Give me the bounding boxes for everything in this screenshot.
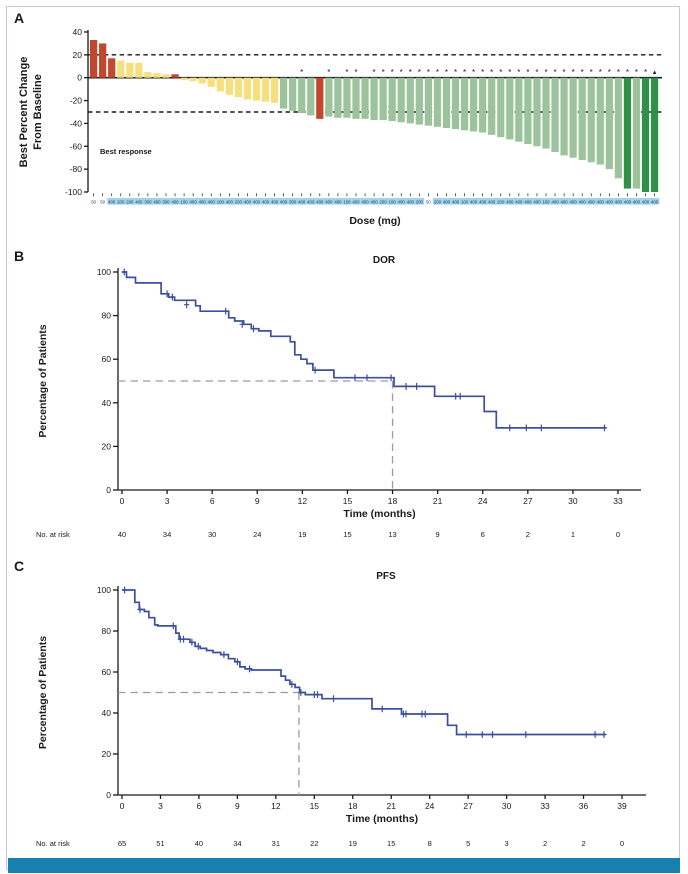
- dose-label: 200: [415, 199, 423, 205]
- censor-mark: [524, 424, 529, 431]
- confirmed-cr-triangle: ▲: [651, 70, 658, 77]
- waterfall-bar: [108, 58, 115, 77]
- y-tick-label: -40: [69, 118, 82, 129]
- waterfall-bar: [380, 78, 387, 120]
- censor-mark: [388, 374, 393, 381]
- confirmed-pr-asterisk: *: [535, 68, 539, 78]
- confirmed-pr-asterisk: *: [381, 68, 385, 78]
- dose-label: 200: [497, 199, 505, 205]
- dose-label: 200: [126, 199, 134, 205]
- confirmed-pr-asterisk: *: [589, 68, 593, 78]
- dose-label: 400: [479, 199, 487, 205]
- censor-mark: [184, 301, 189, 308]
- dose-label: 400: [135, 199, 143, 205]
- no-at-risk-value: 40: [117, 530, 127, 539]
- dose-label: 200: [117, 199, 125, 205]
- x-tick-label: 3: [164, 496, 170, 506]
- waterfall-y-label: From Baseline: [32, 74, 44, 150]
- dose-label: 400: [316, 199, 324, 205]
- waterfall-bar: [334, 78, 341, 118]
- x-tick-label: 9: [235, 801, 240, 811]
- no-at-risk-value: 9: [435, 530, 440, 539]
- confirmed-pr-asterisk: *: [426, 68, 430, 78]
- waterfall-bar: [398, 78, 405, 123]
- no-at-risk-value: 0: [619, 839, 625, 848]
- censor-mark: [364, 374, 369, 381]
- dose-label: 400: [334, 199, 342, 205]
- waterfall-bar: [117, 61, 124, 78]
- censor-mark: [602, 424, 607, 431]
- waterfall-bar: [560, 78, 567, 156]
- x-tick-label: 30: [568, 496, 578, 506]
- y-tick-label: 20: [72, 49, 82, 60]
- waterfall-bar: [615, 78, 622, 179]
- dose-label: 400: [298, 199, 306, 205]
- waterfall-bar: [633, 78, 640, 189]
- waterfall-bar: [389, 78, 396, 121]
- x-tick-label: 15: [342, 496, 353, 506]
- no-at-risk-label: No. at risk: [36, 839, 70, 848]
- confirmed-pr-asterisk: *: [390, 68, 394, 78]
- waterfall-bar: [506, 78, 513, 140]
- confirmed-pr-asterisk: *: [562, 68, 566, 78]
- dose-label: 400: [198, 199, 206, 205]
- waterfall-bar: [343, 78, 350, 118]
- x-tick-label: 3: [158, 801, 163, 811]
- dose-label: 200: [379, 199, 387, 205]
- confirmed-pr-asterisk: *: [490, 68, 494, 78]
- y-tick-label: 60: [101, 354, 111, 365]
- dose-label: 400: [533, 199, 541, 205]
- waterfall-bar: [651, 78, 658, 192]
- y-tick-label: 0: [106, 485, 111, 495]
- dose-label: 400: [280, 199, 288, 205]
- dose-label: 400: [325, 199, 333, 205]
- censor-mark: [601, 731, 606, 738]
- censor-mark: [458, 393, 463, 400]
- confirmed-pr-asterisk: *: [508, 68, 512, 78]
- dose-label: 400: [569, 199, 577, 205]
- confirmed-pr-asterisk: *: [435, 68, 439, 78]
- panel-a-label: A: [14, 10, 25, 26]
- no-at-risk-value: 2: [525, 530, 530, 539]
- confirmed-pr-asterisk: *: [417, 68, 421, 78]
- y-tick-label: 80: [101, 626, 111, 636]
- dose-label: 100: [180, 199, 188, 205]
- confirmed-pr-asterisk: *: [444, 68, 449, 78]
- dose-label: 400: [370, 199, 378, 205]
- no-at-risk-value: 8: [427, 839, 432, 848]
- censor-mark: [403, 383, 408, 390]
- confirmed-pr-asterisk: *: [634, 68, 639, 78]
- censor-mark: [352, 374, 357, 381]
- y-tick-label: 40: [72, 27, 82, 37]
- waterfall-chart: [0, 0, 688, 245]
- km-title: DOR: [372, 255, 396, 266]
- km-curve: [122, 590, 605, 735]
- waterfall-bar: [262, 78, 269, 102]
- x-tick-label: 24: [477, 496, 488, 506]
- dose-label: 100: [343, 199, 351, 205]
- censor-mark: [403, 711, 408, 718]
- x-tick-label: 6: [196, 801, 202, 811]
- dor-km-chart: [0, 245, 688, 555]
- waterfall-bar: [208, 78, 215, 87]
- waterfall-bar: [190, 78, 197, 81]
- km-y-label: Percentage of Patients: [37, 635, 49, 750]
- x-tick-label: 18: [387, 496, 398, 506]
- dose-label: 300: [289, 199, 297, 205]
- dose-label: 400: [270, 199, 279, 205]
- y-tick-label: 80: [101, 310, 111, 321]
- waterfall-bar: [316, 78, 323, 119]
- x-tick-label: 33: [613, 496, 623, 506]
- waterfall-bar: [497, 78, 504, 137]
- x-tick-label: 36: [578, 801, 589, 811]
- waterfall-bar: [90, 40, 97, 78]
- no-at-risk-value: 22: [310, 839, 319, 848]
- no-at-risk-value: 6: [480, 530, 485, 539]
- y-tick-label: 40: [101, 397, 111, 408]
- dose-label: 100: [542, 199, 550, 205]
- confirmed-pr-asterisk: *: [354, 68, 358, 78]
- x-tick-label: 21: [386, 801, 396, 811]
- dose-label: 400: [352, 199, 360, 205]
- waterfall-bar: [524, 78, 531, 144]
- y-tick-label: -60: [69, 141, 82, 152]
- dose-label: 400: [153, 199, 161, 205]
- y-tick-label: 100: [96, 267, 111, 277]
- waterfall-bar: [533, 78, 540, 147]
- dose-label: 400: [442, 199, 451, 205]
- censor-mark: [480, 731, 485, 738]
- x-tick-label: 30: [501, 801, 512, 811]
- x-tick-label: 9: [254, 496, 260, 506]
- censor-mark: [507, 424, 512, 431]
- dose-label: 400: [189, 199, 197, 205]
- dose-label: 400: [108, 199, 116, 205]
- y-tick-label: 0: [106, 790, 111, 800]
- confirmed-pr-asterisk: *: [327, 68, 331, 78]
- waterfall-bar: [235, 78, 242, 97]
- x-tick-label: 6: [209, 496, 215, 506]
- no-at-risk-value: 2: [542, 839, 548, 848]
- waterfall-bar: [325, 78, 332, 117]
- y-tick-label: 40: [101, 708, 111, 718]
- km-x-label: Time (months): [343, 508, 416, 520]
- dose-label: 200: [234, 199, 242, 205]
- dose-label: 100: [216, 199, 224, 205]
- x-tick-label: 33: [540, 801, 550, 811]
- dose-label: 400: [225, 199, 233, 205]
- waterfall-legend: [100, 147, 280, 158]
- y-tick-label: 20: [101, 441, 111, 452]
- waterfall-bar: [470, 78, 477, 132]
- waterfall-bar: [126, 63, 133, 78]
- no-at-risk-value: 15: [387, 839, 396, 848]
- x-tick-label: 27: [523, 496, 533, 506]
- censor-mark: [414, 383, 419, 390]
- confirmed-pr-asterisk: *: [607, 68, 611, 78]
- waterfall-bar: [515, 78, 522, 142]
- panel-c-label: C: [14, 558, 25, 574]
- y-tick-label: -20: [69, 95, 82, 106]
- y-tick-label: 100: [96, 585, 111, 595]
- waterfall-bar: [434, 78, 441, 127]
- waterfall-bar: [298, 78, 305, 113]
- waterfall-bar: [144, 72, 151, 78]
- censor-mark: [315, 691, 320, 698]
- waterfall-bar: [135, 63, 142, 78]
- waterfall-bar: [606, 78, 613, 169]
- confirmed-pr-asterisk: *: [643, 68, 648, 78]
- dose-label: 400: [578, 199, 586, 205]
- y-tick-label: -80: [69, 164, 82, 175]
- waterfall-bar: [425, 78, 432, 126]
- waterfall-bar: [570, 78, 577, 158]
- dose-label: 400: [252, 199, 261, 205]
- no-at-risk-value: 19: [348, 839, 357, 848]
- censor-mark: [122, 587, 127, 594]
- censor-mark: [539, 424, 544, 431]
- dose-label: 200: [433, 199, 442, 205]
- no-at-risk-value: 3: [504, 839, 509, 848]
- confirmed-pr-asterisk: *: [408, 68, 412, 78]
- waterfall-bar: [180, 78, 187, 80]
- km-title: PFS: [376, 571, 396, 582]
- no-at-risk-value: 19: [298, 530, 307, 539]
- waterfall-bar: [370, 78, 377, 120]
- waterfall-bar: [461, 78, 468, 131]
- x-tick-label: 24: [424, 801, 435, 811]
- x-tick-label: 15: [309, 801, 320, 811]
- waterfall-x-label: Dose (mg): [349, 215, 401, 227]
- dose-label: 400: [307, 199, 315, 205]
- confirmed-pr-asterisk: *: [472, 68, 476, 78]
- no-at-risk-value: 34: [162, 530, 172, 539]
- dose-label: 50: [425, 199, 431, 205]
- dose-label: 400: [515, 199, 523, 205]
- dose-label: 400: [623, 199, 632, 205]
- x-tick-label: 12: [297, 496, 308, 506]
- confirmed-pr-asterisk: *: [463, 68, 467, 78]
- no-at-risk-value: 15: [343, 530, 352, 539]
- dose-label: 400: [207, 199, 215, 205]
- confirmed-pr-asterisk: *: [372, 68, 376, 78]
- waterfall-bar: [407, 78, 414, 124]
- dose-label: 400: [641, 199, 650, 205]
- waterfall-bar: [551, 78, 558, 152]
- dose-label: 400: [261, 199, 270, 205]
- waterfall-bar: [416, 78, 423, 125]
- dose-label: 400: [506, 199, 514, 205]
- waterfall-bar: [642, 78, 649, 192]
- confirmed-pr-asterisk: *: [598, 68, 602, 78]
- dose-label: 50: [91, 199, 97, 205]
- y-tick-label: 20: [101, 749, 111, 759]
- panel-b-label: B: [14, 248, 25, 264]
- dose-label: 300: [144, 199, 152, 205]
- waterfall-bar: [443, 78, 450, 128]
- no-at-risk-value: 30: [208, 530, 217, 539]
- no-at-risk-label: No. at risk: [36, 530, 70, 539]
- waterfall-bar: [452, 78, 459, 129]
- censor-mark: [331, 695, 336, 702]
- waterfall-bar: [579, 78, 586, 160]
- confirmed-pr-asterisk: *: [616, 68, 620, 78]
- confirmed-pr-asterisk: *: [553, 68, 557, 78]
- dose-label: 400: [451, 199, 460, 205]
- km-x-label: Time (months): [345, 813, 419, 825]
- dose-label: 400: [171, 199, 179, 205]
- waterfall-bar: [217, 78, 224, 92]
- dose-label: 50: [100, 199, 106, 205]
- dose-label: 400: [650, 199, 659, 205]
- no-at-risk-value: 5: [466, 839, 471, 848]
- censor-mark: [223, 308, 228, 315]
- dose-label: 400: [361, 199, 369, 205]
- x-tick-label: 21: [432, 496, 443, 506]
- censor-mark: [423, 711, 428, 718]
- dose-label: 400: [397, 199, 405, 205]
- censor-mark: [247, 666, 252, 673]
- waterfall-bar: [307, 78, 314, 116]
- waterfall-bar: [542, 78, 549, 149]
- dose-label: 400: [605, 199, 613, 205]
- waterfall-bar: [588, 78, 595, 163]
- dose-label: 400: [488, 199, 496, 205]
- no-at-risk-value: 40: [194, 839, 204, 848]
- x-tick-label: 0: [119, 496, 125, 506]
- waterfall-bar: [624, 78, 631, 189]
- no-at-risk-value: 65: [117, 839, 127, 848]
- dose-label: 400: [470, 199, 478, 205]
- y-tick-label: 60: [101, 667, 111, 677]
- no-at-risk-value: 51: [156, 839, 165, 848]
- censor-mark: [137, 606, 142, 613]
- footer-bar: [8, 858, 680, 873]
- waterfall-bar: [271, 78, 278, 103]
- no-at-risk-value: 2: [581, 839, 586, 848]
- waterfall-bar: [99, 43, 106, 77]
- confirmed-pr-asterisk: *: [544, 68, 548, 78]
- censor-mark: [464, 731, 469, 738]
- waterfall-bar: [153, 73, 160, 78]
- x-tick-label: 0: [119, 801, 125, 811]
- confirmed-pr-asterisk: *: [345, 68, 349, 78]
- x-tick-label: 12: [271, 801, 281, 811]
- waterfall-bar: [289, 78, 296, 111]
- x-tick-label: 18: [348, 801, 358, 811]
- waterfall-bar: [352, 78, 359, 119]
- censor-mark: [523, 731, 528, 738]
- dose-label: 400: [524, 199, 532, 205]
- waterfall-bar: [226, 78, 233, 95]
- confirmed-pr-asterisk: *: [499, 68, 503, 78]
- dose-label: 400: [551, 199, 559, 205]
- no-at-risk-value: 31: [271, 839, 281, 848]
- waterfall-bar: [162, 74, 169, 77]
- dose-label: 100: [460, 199, 469, 205]
- censor-mark: [181, 636, 186, 643]
- censor-mark: [380, 706, 385, 713]
- confirmed-pr-asterisk: *: [399, 68, 403, 78]
- dose-label: 400: [243, 199, 252, 205]
- dose-label: 300: [162, 199, 170, 205]
- km-curve: [122, 272, 606, 428]
- x-tick-label: 27: [463, 801, 473, 811]
- confirmed-pr-asterisk: *: [517, 68, 521, 78]
- waterfall-bar: [199, 78, 206, 84]
- waterfall-bar: [253, 78, 260, 101]
- legend-title: Best response: [100, 147, 152, 156]
- censor-mark: [592, 731, 597, 738]
- dose-label: 100: [388, 199, 396, 205]
- no-at-risk-value: 24: [253, 530, 262, 539]
- waterfall-bar: [280, 78, 287, 109]
- censor-mark: [453, 393, 458, 400]
- y-tick-label: 0: [77, 72, 82, 83]
- waterfall-bar: [597, 78, 604, 165]
- waterfall-bar: [244, 78, 251, 100]
- no-at-risk-value: 0: [615, 530, 621, 539]
- censor-mark: [221, 651, 226, 658]
- dose-label: 400: [587, 199, 595, 205]
- dose-label: 400: [560, 199, 568, 205]
- dose-label: 400: [406, 199, 414, 205]
- confirmed-pr-asterisk: *: [300, 68, 304, 78]
- waterfall-y-label: Best Percent Change: [18, 56, 30, 168]
- confirmed-pr-asterisk: *: [580, 68, 584, 78]
- x-tick-label: 39: [617, 801, 627, 811]
- waterfall-bar: [488, 78, 495, 135]
- confirmed-pr-asterisk: *: [453, 68, 458, 78]
- confirmed-pr-asterisk: *: [625, 68, 629, 78]
- pfs-km-chart: [0, 555, 688, 858]
- dose-label: 400: [614, 199, 622, 205]
- y-tick-label: -100: [64, 187, 82, 197]
- censor-mark: [490, 731, 495, 738]
- confirmed-pr-asterisk: *: [481, 68, 485, 78]
- confirmed-pr-asterisk: *: [571, 68, 575, 78]
- dose-label: 400: [632, 199, 641, 205]
- waterfall-bar: [361, 78, 368, 119]
- waterfall-bar: [171, 74, 178, 77]
- waterfall-bar: [479, 78, 486, 133]
- confirmed-pr-asterisk: *: [526, 68, 530, 78]
- dose-label: 400: [596, 199, 604, 205]
- km-y-label: Percentage of Patients: [37, 324, 49, 438]
- no-at-risk-value: 13: [388, 530, 397, 539]
- no-at-risk-value: 34: [233, 839, 242, 848]
- no-at-risk-value: 1: [570, 530, 575, 539]
